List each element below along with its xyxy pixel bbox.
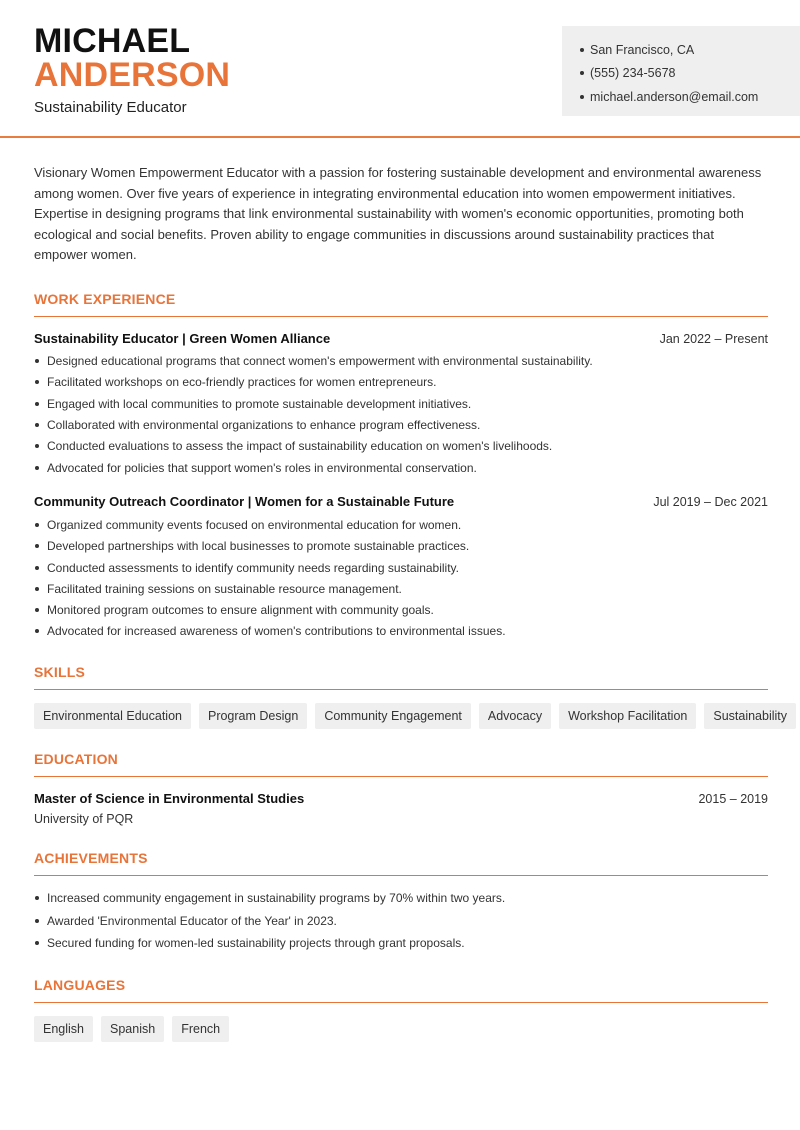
bullet-icon	[35, 444, 39, 448]
list-item: Designed educational programs that connect women's empowerment with environmental sustainability.	[34, 351, 768, 372]
bullet-icon	[580, 48, 584, 52]
list-item: Advocated for policies that support women's roles in environmental conservation.	[34, 457, 768, 478]
resume-body	[34, 163, 788, 1042]
section-title-skills: SKILLS	[34, 664, 768, 690]
bullet-icon	[35, 423, 39, 427]
achievements-section	[34, 850, 768, 955]
job-date: Jan 2022 – Present	[659, 331, 768, 346]
job-entry	[34, 331, 768, 479]
first-name: MICHAEL	[34, 22, 191, 60]
bullet-icon	[35, 608, 39, 612]
bullet-icon	[35, 587, 39, 591]
last-name: ANDERSON	[34, 56, 231, 94]
phone-text: (555) 234-5678	[590, 66, 676, 81]
degree-title: Master of Science in Environmental Studies	[34, 791, 305, 807]
list-item: Facilitated training sessions on sustainable resource management.	[34, 578, 768, 599]
bullet-icon	[35, 523, 39, 527]
skill-chip: Program Design	[199, 703, 307, 729]
education-entry	[34, 791, 768, 826]
skill-chip: Workshop Facilitation	[559, 703, 696, 729]
bullet-icon	[35, 380, 39, 384]
list-item: Facilitated workshops on eco-friendly practices for women entrepreneurs.	[34, 372, 768, 393]
skill-chip: Community Engagement	[315, 703, 471, 729]
section-title-languages: LANGUAGES	[34, 977, 768, 1003]
languages-section	[34, 977, 768, 1042]
summary-paragraph: Visionary Women Empowerment Educator with a passion for fostering sustainable development and environmental awareness among women. Over five years of experience in integrating environmental education into women empowerment initiatives. Expertise in designing programs that link environmental sustainability with women's economic opportunities, promoting both ecological and social benefits. Proven ability to engage communities in discussions around sustainability practices that empower women.	[34, 165, 762, 262]
bullet-icon	[580, 95, 584, 99]
list-item: Awarded 'Environmental Educator of the Year' in 2023.	[34, 910, 768, 933]
skill-chip: Sustainability	[704, 703, 796, 729]
skill-chip: Advocacy	[479, 703, 551, 729]
bullet-icon	[35, 359, 39, 363]
candidate-name	[34, 24, 230, 92]
list-item: Developed partnerships with local businesses to promote sustainable practices.	[34, 536, 768, 557]
bullet-icon	[580, 71, 584, 75]
contact-phone	[580, 62, 800, 86]
email-text: michael.anderson@email.com	[590, 89, 759, 104]
contact-location	[580, 38, 800, 62]
job-title: Community Outreach Coordinator | Women for a Sustainable Future	[34, 494, 455, 510]
list-item: Increased community engagement in sustainability programs by 70% within two years.	[34, 887, 768, 910]
section-title-work: WORK EXPERIENCE	[34, 291, 768, 317]
skills-section	[34, 664, 788, 729]
bullet-icon	[35, 629, 39, 633]
list-item: Secured funding for women-led sustainability projects through grant proposals.	[34, 932, 768, 955]
list-item: Conducted assessments to identify community needs regarding sustainability.	[34, 557, 768, 578]
list-item: Conducted evaluations to assess the impact of sustainability education on women's livelihoods.	[34, 436, 768, 457]
job-entry	[34, 494, 768, 642]
section-title-achievements: ACHIEVEMENTS	[34, 850, 768, 876]
education-section	[34, 751, 768, 826]
skill-chip: Environmental Education	[34, 703, 191, 729]
list-item: Engaged with local communities to promote sustainable development initiatives.	[34, 393, 768, 414]
language-chip: Spanish	[101, 1016, 164, 1042]
list-item: Collaborated with environmental organizations to enhance program effectiveness.	[34, 414, 768, 435]
bullet-icon	[35, 919, 39, 923]
skills-list	[34, 703, 788, 729]
bullet-icon	[35, 466, 39, 470]
language-chip: English	[34, 1016, 93, 1042]
job-title-headline: Sustainability Educator	[34, 99, 187, 116]
school-name: University of PQR	[34, 812, 134, 827]
list-item: Monitored program outcomes to ensure alignment with community goals.	[34, 599, 768, 620]
languages-list	[34, 1016, 768, 1042]
job-date: Jul 2019 – Dec 2021	[653, 495, 768, 510]
list-item: Organized community events focused on environmental education for women.	[34, 514, 768, 535]
bullet-icon	[35, 402, 39, 406]
resume-header	[0, 0, 800, 138]
language-chip: French	[172, 1016, 229, 1042]
bullet-icon	[35, 941, 39, 945]
bullet-icon	[35, 896, 39, 900]
list-item: Advocated for increased awareness of women's contributions to environmental issues.	[34, 621, 768, 642]
contact-box	[562, 26, 800, 116]
bullet-icon	[35, 544, 39, 548]
bullet-icon	[35, 566, 39, 570]
job-title: Sustainability Educator | Green Women Alliance	[34, 330, 331, 346]
work-experience-section	[34, 291, 768, 643]
location-text: San Francisco, CA	[590, 42, 695, 57]
section-title-education: EDUCATION	[34, 751, 768, 777]
contact-email	[580, 85, 800, 109]
education-date: 2015 – 2019	[698, 792, 768, 807]
